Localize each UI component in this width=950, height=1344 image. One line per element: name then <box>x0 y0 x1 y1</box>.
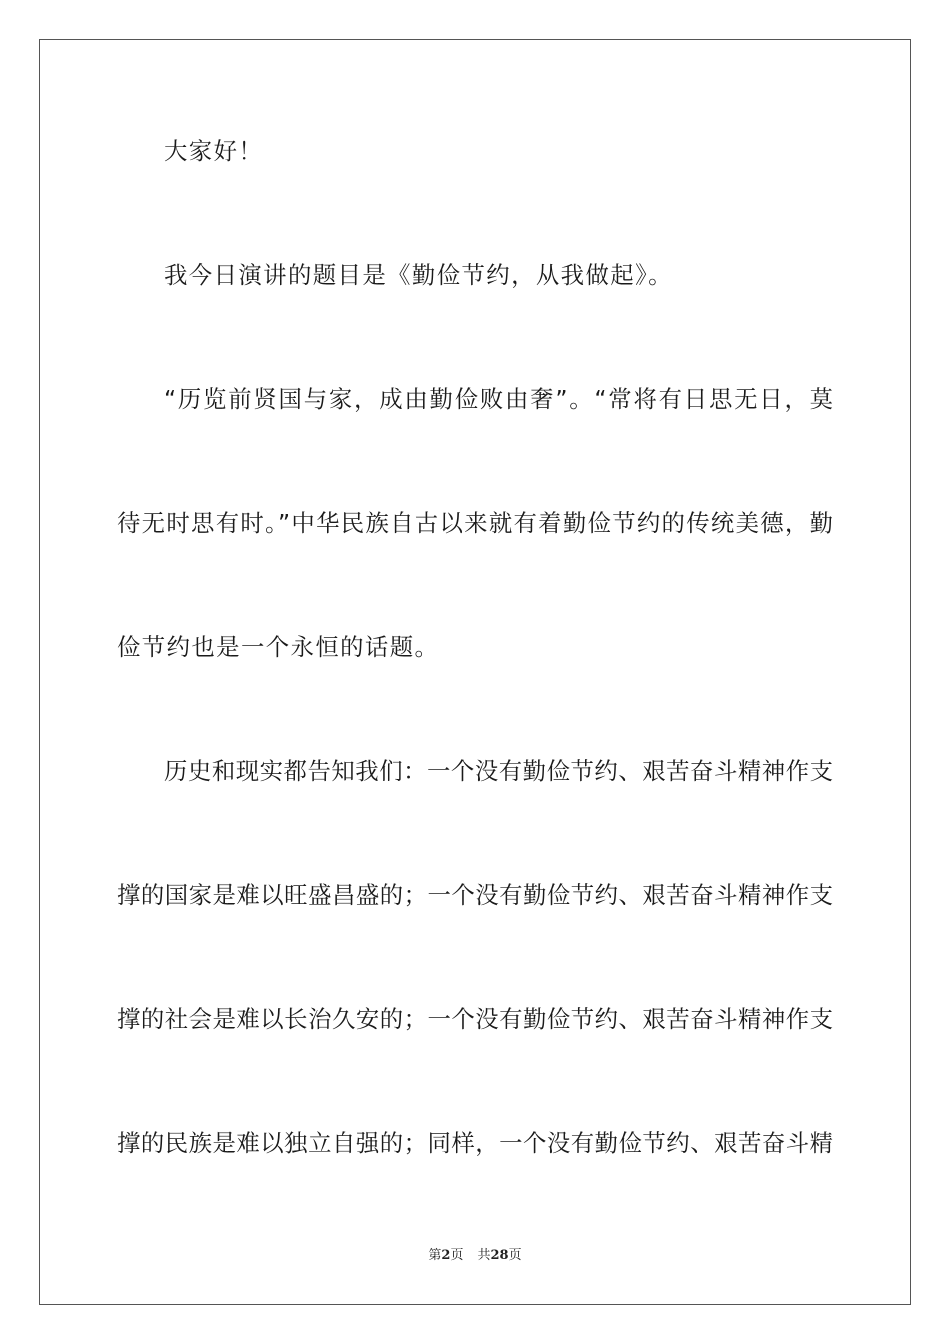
page-border <box>39 39 911 1305</box>
title-intro-line: 我今日演讲的题目是《勤俭节约，从我做起》。 <box>164 261 673 289</box>
total-suffix: 页 <box>508 1248 522 1263</box>
total-prefix: 共 <box>477 1248 491 1263</box>
total-pages: 28 <box>490 1248 509 1263</box>
paragraph-line: 撑的社会是难以长治久安的；一个没有勤俭节约、艰苦奋斗精神作支 <box>117 1005 833 1033</box>
paragraph-line: 历史和现实都告知我们：一个没有勤俭节约、艰苦奋斗精神作支 <box>164 757 833 785</box>
page-prefix: 第 <box>428 1248 442 1263</box>
paragraph-line: 待无时思有时。”中华民族自古以来就有着勤俭节约的传统美德，勤 <box>117 509 833 537</box>
greeting-line: 大家好！ <box>164 137 264 165</box>
paragraph-line: “历览前贤国与家，成由勤俭败由奢”。“常将有日思无日，莫 <box>164 385 833 413</box>
paragraph-line: 撑的民族是难以独立自强的；同样，一个没有勤俭节约、艰苦奋斗精 <box>117 1129 833 1157</box>
page-number: 2 <box>441 1248 451 1263</box>
page-suffix: 页 <box>450 1248 464 1263</box>
page-footer <box>0 1247 950 1265</box>
paragraph-line: 撑的国家是难以旺盛昌盛的；一个没有勤俭节约、艰苦奋斗精神作支 <box>117 881 833 909</box>
paragraph-line: 俭节约也是一个永恒的话题。 <box>117 633 440 661</box>
